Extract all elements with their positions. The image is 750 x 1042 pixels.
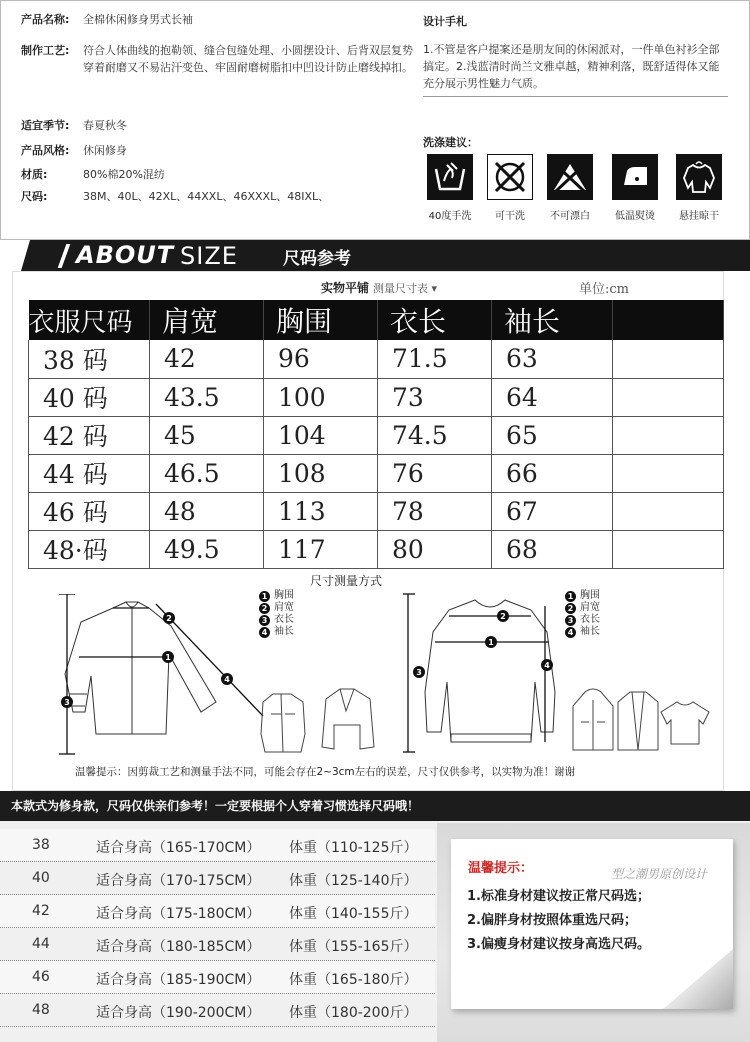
legend-item [259,590,294,602]
sweater-measure-diagram [403,592,713,762]
tips-paper [451,839,733,1009]
table-caption-note: 测量尺寸表 ▾ [373,282,438,295]
table-header-row [29,300,724,340]
legend-number: 3 [259,615,270,626]
banner-title: 尺码参考 [283,249,351,269]
cell-sleeve: 68 [492,530,613,568]
cell-empty [613,454,724,492]
tip-item: 3.偏瘦身材建议按身高选尺码。 [467,937,650,952]
legend-item [259,602,294,614]
product-name-row [21,11,413,28]
info-value: 80%棉20%混纺 [83,168,165,181]
banner-size: SIZE [180,242,238,270]
about-size-banner [0,240,750,271]
banner-slash [58,244,71,268]
rec-size: 44 [32,936,50,952]
legend-item [259,614,294,626]
info-value: 38M、40L、42XL、44XXL、46XXXL、48IXL、 [83,190,330,203]
design-text: 1.不管是客户提案还是朋友间的休闲派对，一件单色衬衫全部搞定。2.浅蓝清时尚兰文雅卓越，精神利落，既舒适得体又能充分展示男性魅力气质。 [423,41,728,97]
legend-item [565,602,600,614]
cell-size: 46 码 [29,492,150,530]
cell-chest: 113 [264,492,378,530]
cell-shoulder: 45 [150,416,264,454]
recommendation-row [0,895,435,928]
design-notes [423,13,731,97]
cell-length: 80 [378,530,492,568]
legend-number: 2 [259,603,270,614]
cell-sleeve: 65 [492,416,613,454]
rec-height: 适合身高（170-175CM） [96,873,261,889]
legend-item [565,590,600,602]
measure-tip: 温馨提示：因剪裁工艺和测量手法不同，可能会存在2~3cm左右的误差，尺寸仅供参考，以实物为准！谢谢 [75,766,576,778]
recommendation-row [0,862,435,895]
rec-height: 适合身高（185-190CM） [96,972,261,988]
cell-sleeve: 66 [492,454,613,492]
recommendation-row [0,829,435,862]
page-curl [663,949,733,1009]
tip-item: 1.标准身材建议按正常尺码选； [467,889,650,904]
header-chest: 胸围 [264,300,378,340]
cell-shoulder: 49.5 [150,530,264,568]
shirt-legend [259,590,294,638]
tip-item: 2.偏胖身材按照体重选尺码； [467,913,637,928]
table-row [29,454,724,492]
care-item [604,154,666,222]
header-length: 衣长 [378,300,492,340]
cell-sleeve: 64 [492,378,613,416]
size-recommendation-section [0,821,750,1042]
rec-height: 适合身高（175-180CM） [96,906,261,922]
legend-number: 4 [565,627,576,638]
legend-label: 衣长 [580,614,600,625]
sweater-legend [565,590,600,638]
marker-4: 4 [224,675,230,684]
cell-length: 73 [378,378,492,416]
legend-number: 4 [259,627,270,638]
info-value: 全棉休闲修身男式长袖 [83,13,193,26]
cell-chest: 96 [264,340,378,378]
table-caption-main: 实物平铺 [321,281,370,295]
care-item [479,154,541,222]
rec-size: 42 [32,903,50,919]
info-value: 春夏秋冬 [83,119,127,132]
cell-size: 42 码 [29,416,150,454]
rec-height: 适合身高（165-170CM） [96,840,261,856]
legend-label: 袖长 [580,626,600,637]
design-title: 设计手札 [423,15,467,28]
cell-length: 71.5 [378,340,492,378]
cell-length: 76 [378,454,492,492]
fit-notice-bar: 本款式为修身款，尺码仅供亲们参考！一定要根据个人穿着习惯选择尺码哦！ [0,791,750,821]
header-shoulder: 肩宽 [150,300,264,340]
size-chart-section [12,271,724,791]
rec-weight: 体重（165-180斤） [289,972,418,988]
info-label: 产品名称: [21,13,70,26]
cell-shoulder: 43.5 [150,378,264,416]
cell-sleeve: 63 [492,340,613,378]
care-label: 低温熨烫 [615,211,655,222]
cell-chest: 100 [264,378,378,416]
cell-empty [613,530,724,568]
legend-label: 胸围 [274,590,294,601]
care-label: 不可漂白 [550,211,590,222]
material-row [21,166,413,183]
product-info-panel [0,0,750,240]
brand-watermark: 型之潮男原创设计 [611,867,708,881]
cell-empty [613,416,724,454]
rec-size: 40 [32,870,50,886]
banner-edge [0,240,30,271]
unit-label: 单位:cm [579,282,629,297]
cell-shoulder: 46.5 [150,454,264,492]
wash-title: 洗涤建议： [423,136,478,149]
low-iron-icon [612,154,658,200]
rec-size: 46 [32,969,50,985]
legend-label: 肩宽 [580,602,600,613]
legend-item [565,614,600,626]
cell-shoulder: 42 [150,340,264,378]
care-label: 40度手洗 [428,211,472,222]
table-row [29,416,724,454]
style-row [21,142,413,159]
legend-item [565,626,600,638]
rec-size: 48 [32,1002,50,1018]
care-item [419,154,481,222]
dry-clean-icon [487,154,533,200]
info-label: 材质: [21,168,48,181]
table-row [29,378,724,416]
cell-size: 44 码 [29,454,150,492]
hang-dry-icon [676,154,722,200]
marker-1: 1 [165,653,171,662]
info-label: 尺码: [21,190,48,203]
header-empty [613,300,724,340]
shirt-measure-diagram [51,594,381,764]
rec-height: 适合身高（180-185CM） [96,939,261,955]
cell-shoulder: 48 [150,492,264,530]
marker-4: 4 [544,661,550,670]
rec-height: 适合身高（190-200CM） [96,1005,261,1021]
cell-chest: 104 [264,416,378,454]
info-value: 符合人体曲线的抱勒领、缝合包缝处理、小圆摆设计、后背双层复势穿着耐磨又不易沾汗变色、牢固耐磨树脂扣中凹设计防止磨线掉扣。 [83,44,413,74]
header-sleeve: 袖长 [492,300,613,340]
cell-chest: 117 [264,530,378,568]
cell-empty [613,378,724,416]
info-label: 产品风格: [21,144,70,157]
info-label: 适宜季节: [21,119,70,132]
cell-length: 74.5 [378,416,492,454]
marker-3: 3 [416,668,422,677]
legend-item [259,626,294,638]
recommendation-row [0,994,435,1027]
cell-size: 38 码 [29,340,150,378]
tips-card [437,823,750,1042]
cell-size: 48·码 [29,530,150,568]
hand-wash-40-icon [427,154,473,200]
info-value: 休闲修身 [83,144,127,157]
legend-label: 衣长 [274,614,294,625]
info-label: 制作工艺: [21,44,70,57]
size-table [28,300,724,569]
sizes-row [21,188,413,205]
care-item [668,154,730,222]
cell-length: 78 [378,492,492,530]
rec-weight: 体重（110-125斤） [289,840,418,856]
legend-number: 2 [565,603,576,614]
marker-1: 1 [488,638,494,647]
legend-number: 1 [565,591,576,602]
table-row [29,492,724,530]
cell-size: 40 码 [29,378,150,416]
care-label: 可干洗 [495,211,525,222]
header-size: 衣服尺码 [29,300,150,340]
no-bleach-icon [547,154,593,200]
table-caption [321,279,437,296]
legend-label: 胸围 [580,590,600,601]
legend-label: 肩宽 [274,602,294,613]
marker-3: 3 [64,698,70,707]
rec-size: 38 [32,837,50,853]
table-row [29,530,724,568]
marker-2: 2 [166,614,172,623]
marker-2: 2 [500,612,506,621]
measure-title: 尺寸测量方式 [310,574,383,588]
table-row [29,340,724,378]
rec-weight: 体重（155-165斤） [289,939,418,955]
recommendation-row [0,961,435,994]
craft-row [21,42,413,76]
care-item [539,154,601,222]
rec-weight: 体重（180-200斤） [289,1005,418,1021]
cell-chest: 108 [264,454,378,492]
rec-weight: 体重（125-140斤） [289,873,418,889]
legend-number: 3 [565,615,576,626]
cell-empty [613,492,724,530]
care-label: 悬挂晾干 [679,211,719,222]
cell-sleeve: 67 [492,492,613,530]
season-row [21,117,413,134]
legend-label: 袖长 [274,626,294,637]
legend-number: 1 [259,591,270,602]
tips-title: 温馨提示： [468,861,534,876]
rec-weight: 体重（140-155斤） [289,906,418,922]
cell-empty [613,340,724,378]
banner-about: ABOUT [76,241,175,269]
recommendation-row [0,928,435,961]
